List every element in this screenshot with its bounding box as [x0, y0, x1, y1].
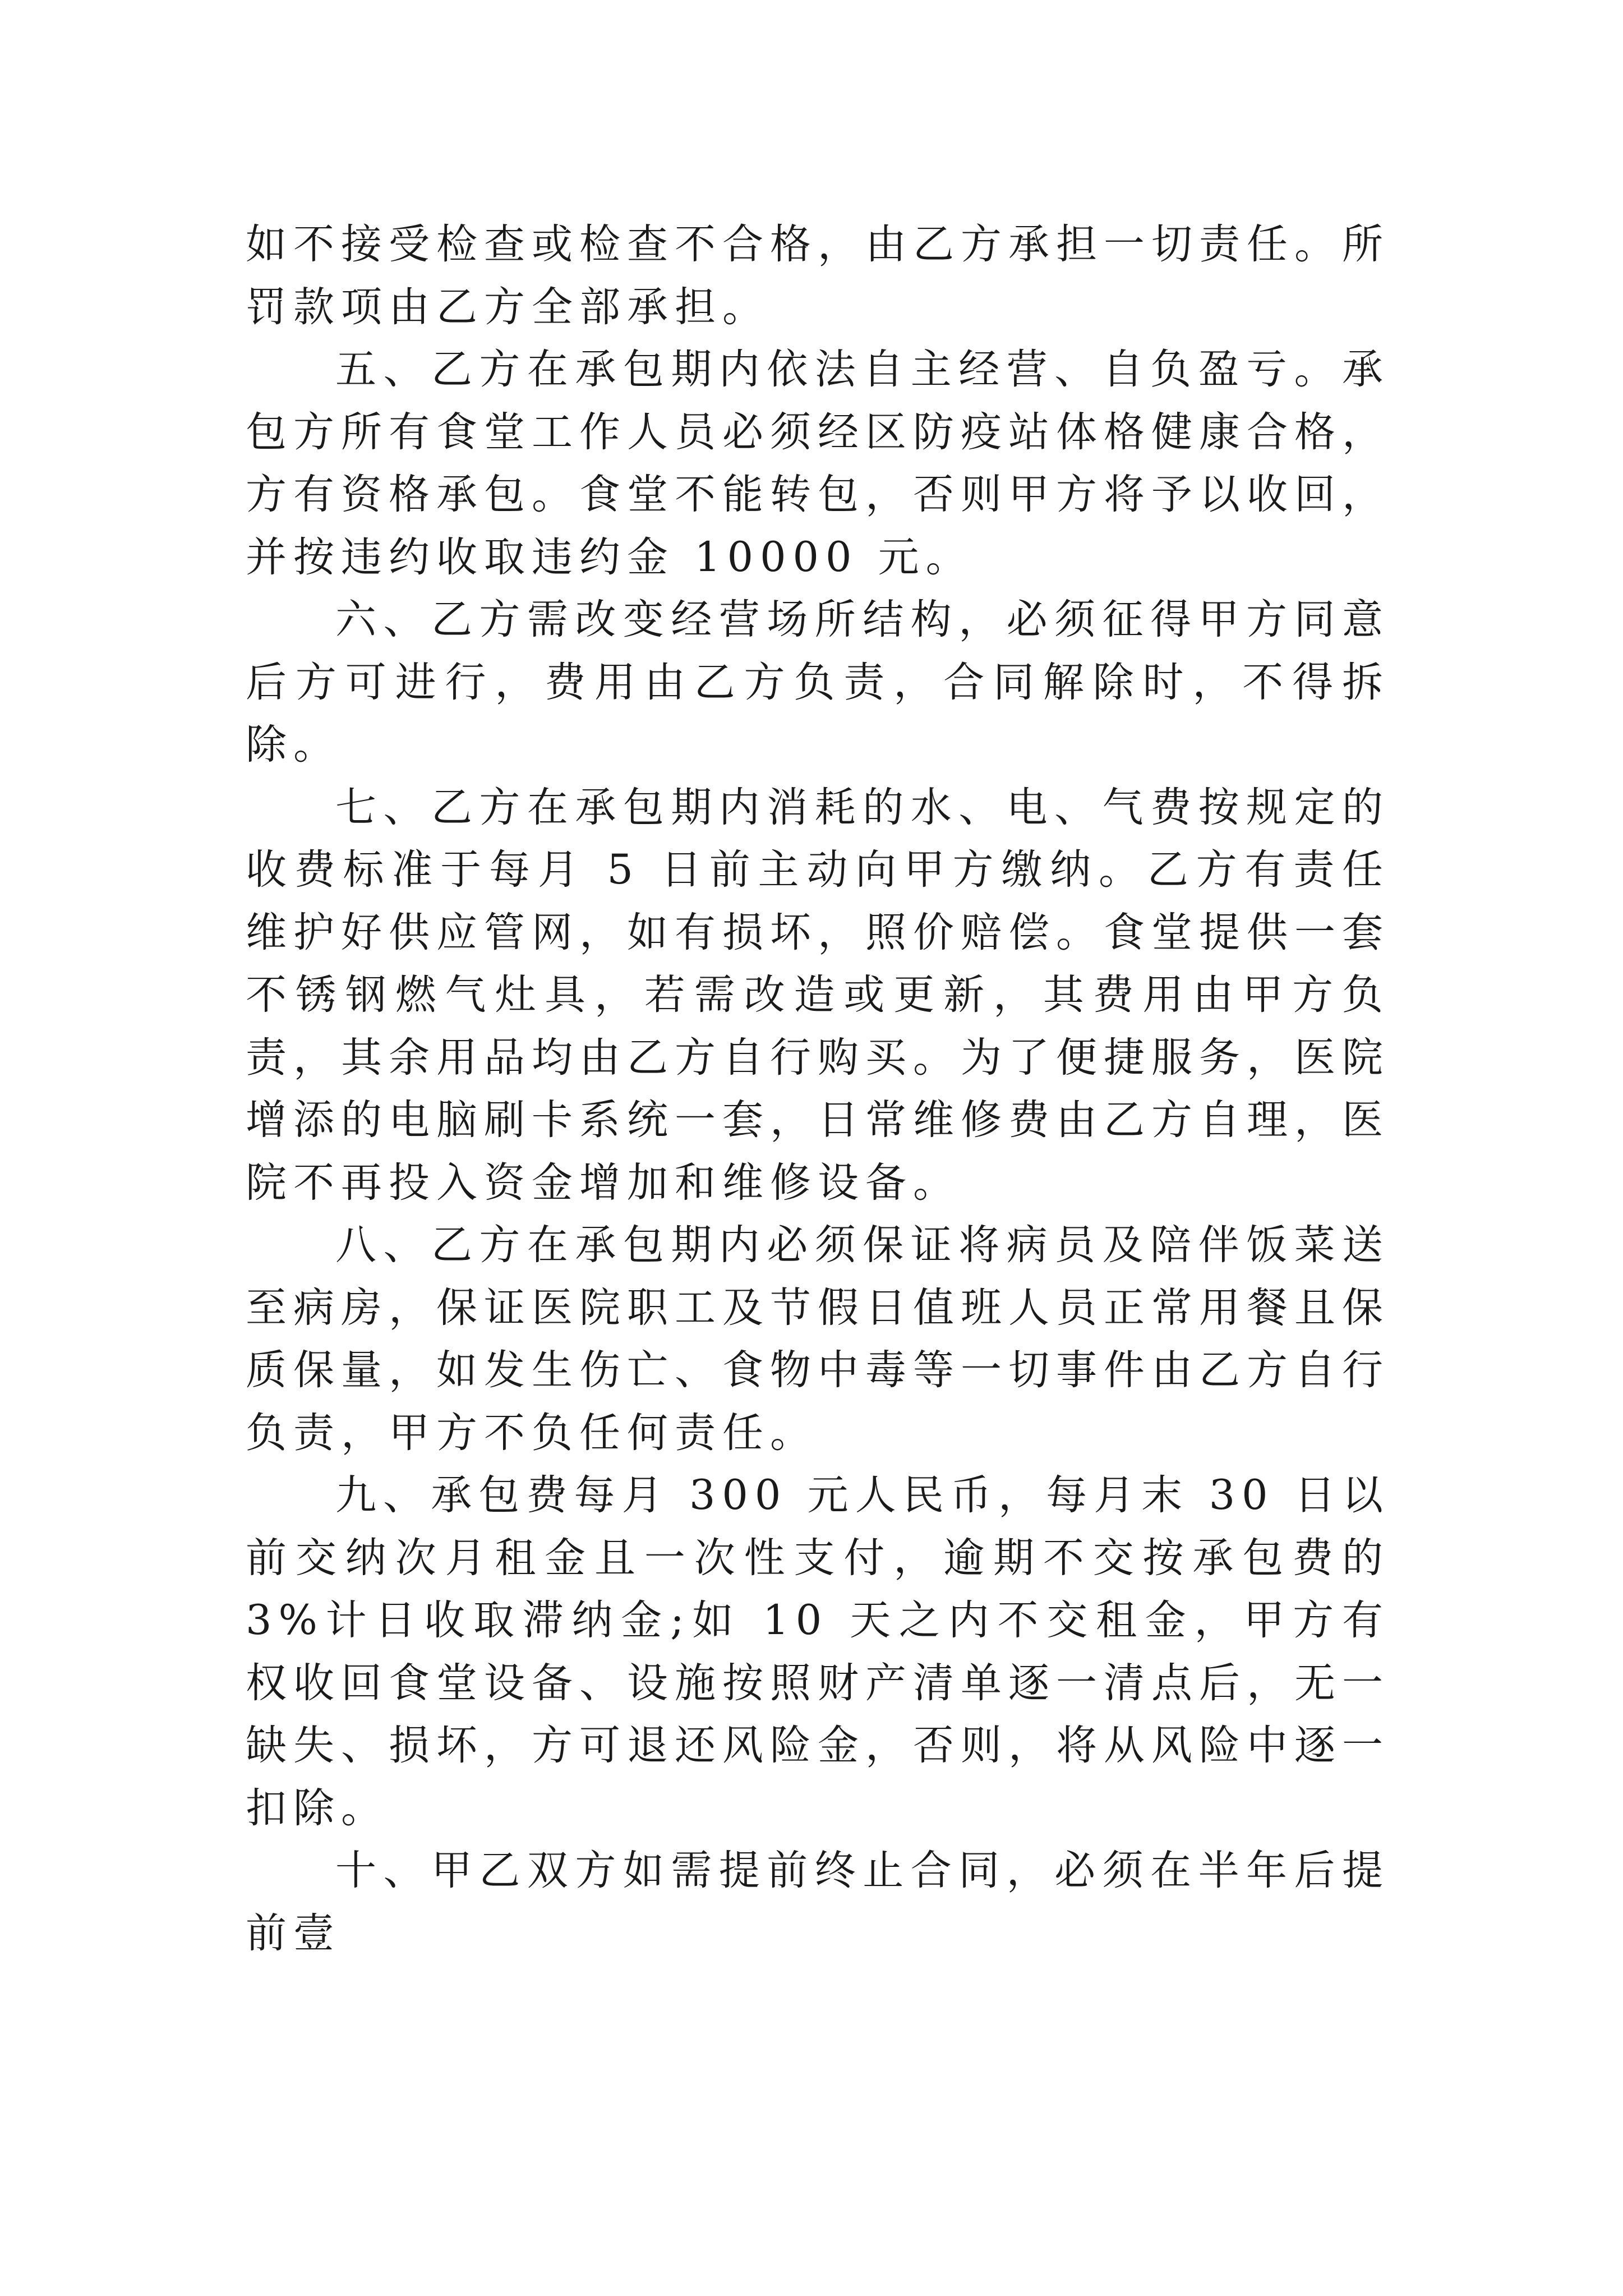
paragraph-clause-7: 七、乙方在承包期内消耗的水、电、气费按规定的收费标准于每月 5 日前主动向甲方缴纳。乙方有责任维护好供应管网，如有损坏，照价赔偿。食堂提供一套不锈钢燃气灶具，若需改造或更新，其费用由甲方负责，其余用品均由乙方自行购买。为了便捷服务，医院增添的电脑刷卡系统一套，日常维修费由乙方自理，医院不再投入资金增加和维修设备。 — [246, 783, 1390, 1207]
paragraph-continuation: 如不接受检查或检查不合格，由乙方承担一切责任。所罚款项由乙方全部承担。 — [246, 220, 1390, 331]
paragraph-clause-9: 九、承包费每月 300 元人民币，每月末 30 日以前交纳次月租金且一次性支付，逾期不交按承包费的 3%计日收取滞纳金;如 10 天之内不交租金，甲方有权收回食堂设备、设施按照财产清单逐一清点后，无一缺失、损坏，方可退还风险金，否则，将从风险中逐一扣除。 — [246, 1471, 1390, 1832]
document-body — [246, 213, 1390, 1964]
paragraph-clause-10: 十、甲乙双方如需提前终止合同，必须在半年后提前壹 — [246, 1847, 1390, 1957]
paragraph-clause-5: 五、乙方在承包期内依法自主经营、自负盈亏。承包方所有食堂工作人员必须经区防疫站体格健康合格，方有资格承包。食堂不能转包，否则甲方将予以收回，并按违约收取违约金 10000 元。 — [246, 346, 1390, 581]
paragraph-clause-8: 八、乙方在承包期内必须保证将病员及陪伴饭菜送至病房，保证医院职工及节假日值班人员正常用餐且保质保量，如发生伤亡、食物中毒等一切事件由乙方自行负责，甲方不负任何责任。 — [246, 1221, 1390, 1457]
paragraph-clause-6: 六、乙方需改变经营场所结构，必须征得甲方同意后方可进行，费用由乙方负责，合同解除时，不得拆除。 — [246, 596, 1390, 769]
